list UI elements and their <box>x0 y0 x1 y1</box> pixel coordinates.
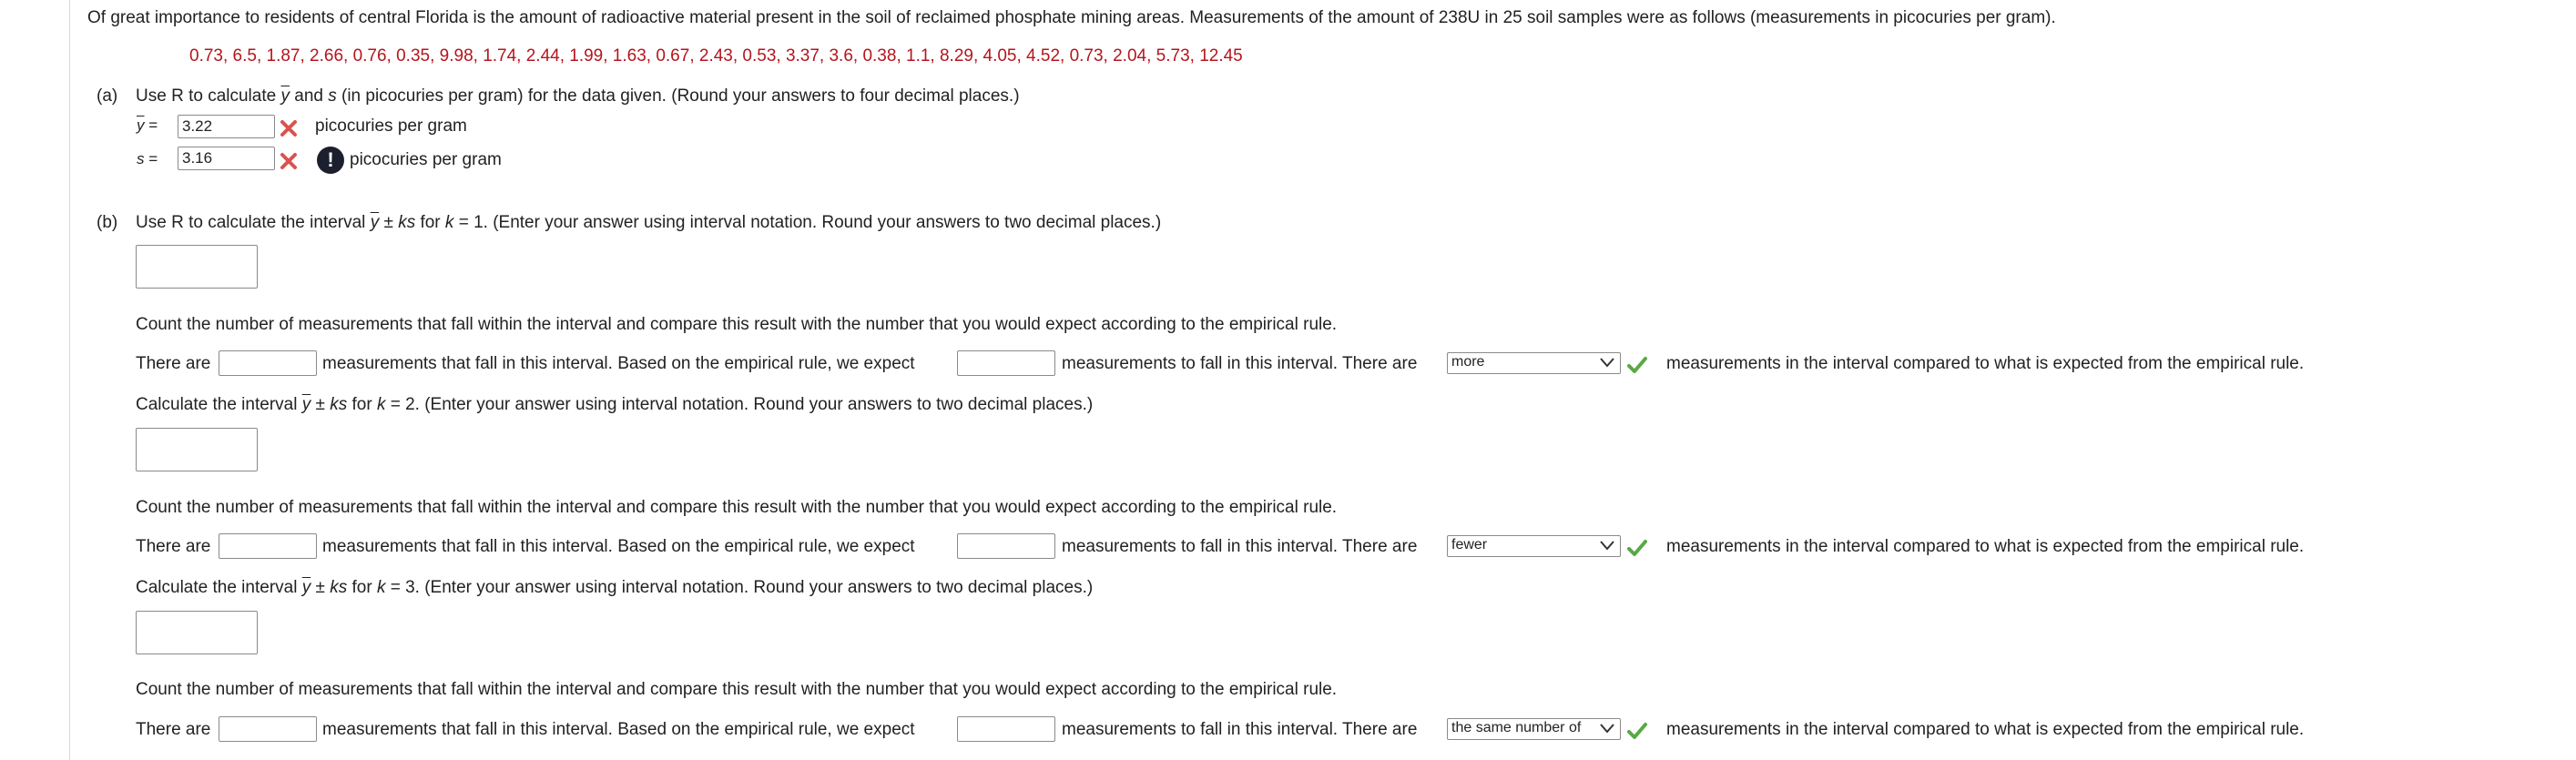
interval-k2-input[interactable] <box>136 428 258 471</box>
alert-icon[interactable]: ! <box>317 147 344 174</box>
interval-k3-input[interactable] <box>136 611 258 654</box>
part-b-k2-prompt: Calculate the interval $\overline{y}$ ± ks for k = 2. (Enter your answer using interval notation. Round your answers to two decimal places.) <box>136 395 1094 414</box>
mid-text2-k1: measurements to fall in this interval. There are <box>1062 354 1418 373</box>
end-text-k2: measurements in the interval compared to what is expected from the empirical rule. <box>1666 537 2305 556</box>
part-a-label: (a) <box>97 86 118 106</box>
expected-k1-input[interactable] <box>957 350 1055 376</box>
mid-text2-k3: measurements to fall in this interval. There are <box>1062 720 1418 739</box>
interval-k1-input[interactable] <box>136 245 258 289</box>
part-b-k3-prompt: Calculate the interval $\overline{y}$ ± ks for k = 3. (Enter your answer using interval notation. Round your answers to two decimal places.) <box>136 578 1094 597</box>
count-prompt-k3: Count the number of measurements that fall within the interval and compare this result with the number that you would expect according to the empirical rule. <box>136 680 1338 699</box>
s-units: picocuries per gram <box>350 150 502 169</box>
there-are-k1: There are <box>136 354 211 373</box>
end-text-k1: measurements in the interval compared to what is expected from the empirical rule. <box>1666 354 2305 373</box>
chevron-down-icon <box>1599 354 1615 370</box>
correct-check-icon <box>1627 539 1647 557</box>
end-text-k3: measurements in the interval compared to what is expected from the empirical rule. <box>1666 720 2305 739</box>
mid-text-k2: measurements that fall in this interval. Based on the empirical rule, we expect <box>322 537 915 556</box>
there-are-k2: There are <box>136 537 211 556</box>
comparison-select-k1[interactable]: more <box>1447 352 1621 374</box>
part-b-label: (b) <box>97 213 118 232</box>
comparison-select-k2[interactable]: fewer <box>1447 535 1621 557</box>
ybar-label: $\overline{y}$ = <box>137 117 158 134</box>
mid-text2-k2: measurements to fall in this interval. There are <box>1062 537 1418 556</box>
count-prompt-k2: Count the number of measurements that fall within the interval and compare this result with the number that you would expect according to the empirical rule. <box>136 498 1338 517</box>
mid-text-k3: measurements that fall in this interval. Based on the empirical rule, we expect <box>322 720 915 739</box>
comparison-select-k3[interactable]: the same number of <box>1447 718 1621 740</box>
expected-k3-input[interactable] <box>957 716 1055 742</box>
part-a-prompt: Use R to calculate $\overline{y}$ and s (in picocuries per gram) for the data given. (Round your answers to four decimal places.) <box>136 86 1020 106</box>
count-k1-input[interactable] <box>219 350 317 376</box>
chevron-down-icon <box>1599 537 1615 553</box>
incorrect-x-icon <box>280 119 298 137</box>
data-values: 0.73, 6.5, 1.87, 2.66, 0.76, 0.35, 9.98, 1.74, 2.44, 1.99, 1.63, 0.67, 2.43, 0.53, 3.37, 3.6, 0.38, 1.1, 8.29, 4.05, 4.52, 0.73, 2.04, 5.73, 12.45 <box>189 46 1243 66</box>
correct-check-icon <box>1627 722 1647 740</box>
there-are-k3: There are <box>136 720 211 739</box>
ybar-input[interactable]: 3.22 <box>178 115 275 138</box>
count-k2-input[interactable] <box>219 533 317 559</box>
count-k3-input[interactable] <box>219 716 317 742</box>
mid-text-k1: measurements that fall in this interval. Based on the empirical rule, we expect <box>322 354 915 373</box>
intro-text: Of great importance to residents of central Florida is the amount of radioactive material present in the soil of reclaimed phosphate mining areas. Measurements of the amount of 238U in 25 soil samples were as follows (measurements in picocuries per gram). <box>87 8 2056 27</box>
s-label: s = <box>137 150 158 167</box>
expected-k2-input[interactable] <box>957 533 1055 559</box>
correct-check-icon <box>1627 356 1647 374</box>
left-margin-line <box>69 0 70 760</box>
s-input[interactable]: 3.16 <box>178 147 275 170</box>
incorrect-x-icon <box>280 152 298 170</box>
chevron-down-icon <box>1599 720 1615 736</box>
ybar-units: picocuries per gram <box>315 117 467 136</box>
part-b-k1-prompt: Use R to calculate the interval $\overline{y}$ ± ks for k = 1. (Enter your answer using interval notation. Round your answers to two decimal places.) <box>136 213 1162 232</box>
count-prompt-k1: Count the number of measurements that fall within the interval and compare this result with the number that you would expect according to the empirical rule. <box>136 315 1338 334</box>
